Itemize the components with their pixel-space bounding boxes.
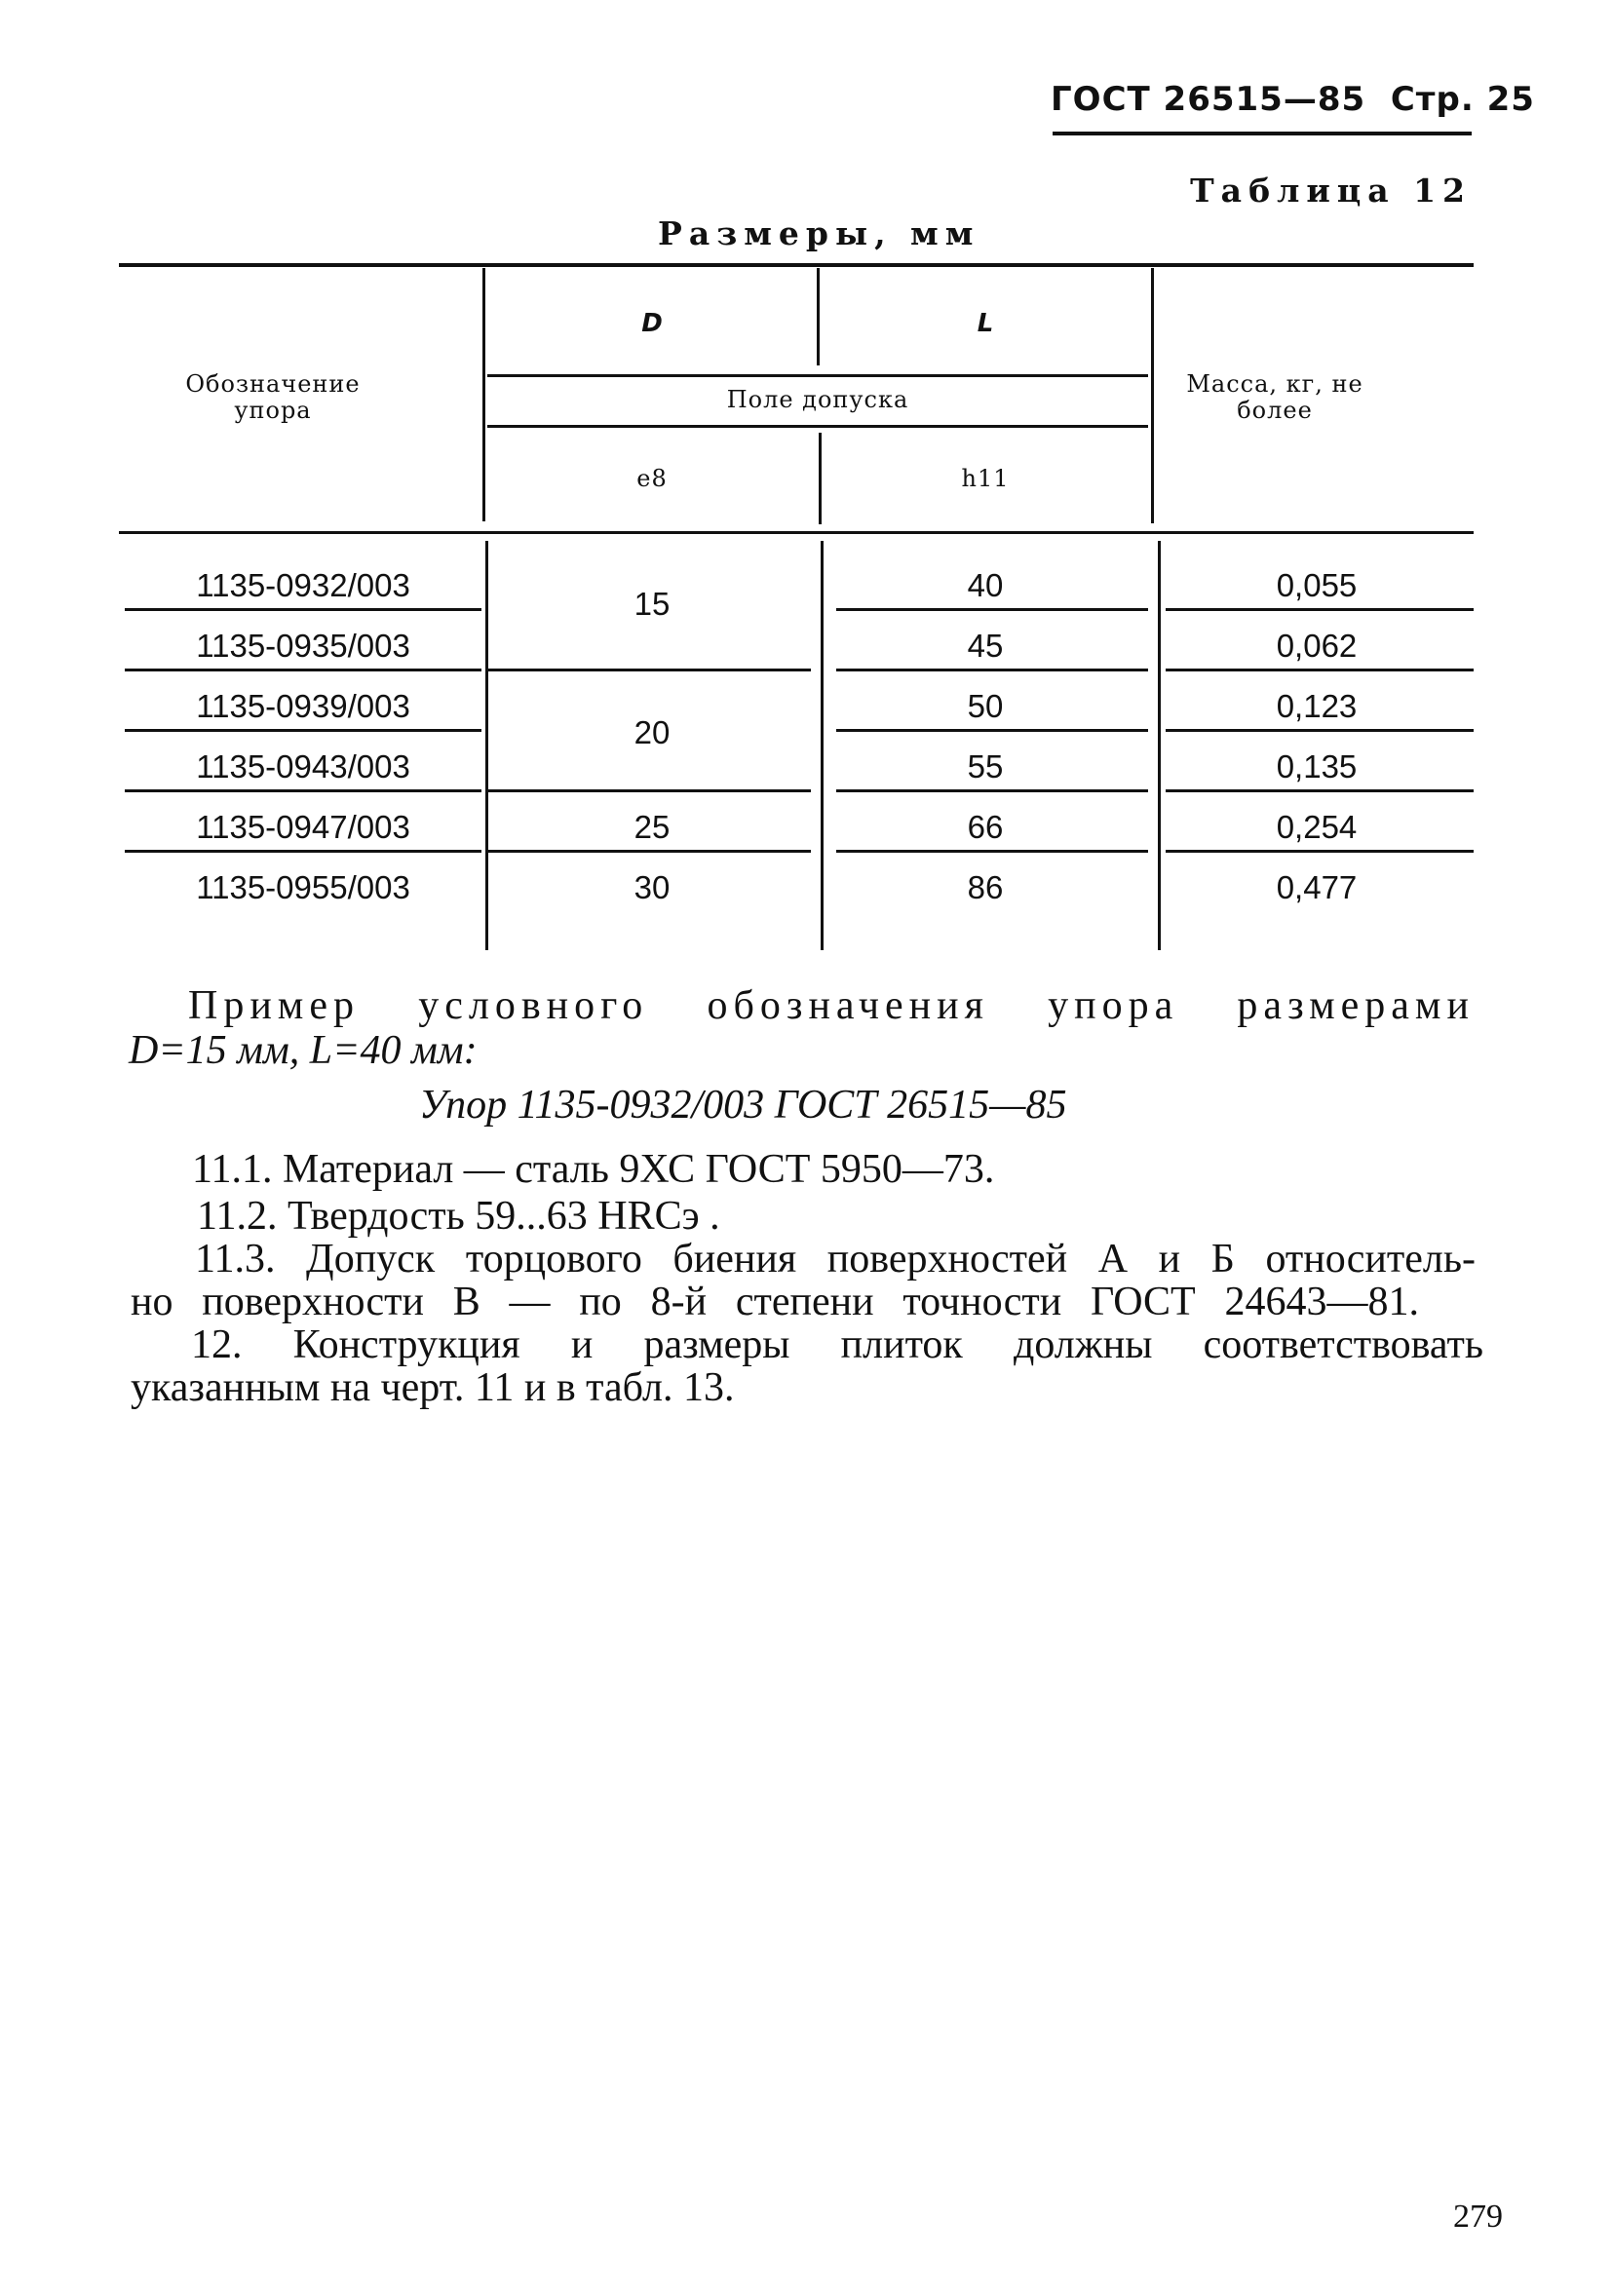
l-cell: 66 xyxy=(967,809,1004,845)
standard-number: ГОСТ 26515—85 xyxy=(1051,80,1366,119)
row-rule-2-d xyxy=(487,669,811,671)
row-rule-1-mass xyxy=(1166,608,1474,611)
paragraph-11-1: 11.1. Материал — сталь 9ХС ГОСТ 5950—73. xyxy=(192,1147,995,1192)
mass-cell: 0,477 xyxy=(1276,869,1358,905)
mass-cell: 0,055 xyxy=(1276,567,1358,603)
header-h11: h11 xyxy=(961,465,1010,492)
header-e8: e8 xyxy=(636,465,668,492)
table-top-rule xyxy=(119,263,1474,267)
row-rule-4-designation xyxy=(125,789,481,792)
paragraph-11-3-line1: 11.3. Допуск торцового биения поверхностей А и Б относитель- xyxy=(195,1237,1476,1282)
l-cell: 86 xyxy=(967,869,1004,905)
header-rule xyxy=(1053,132,1472,135)
paragraph-12-line2: указанным на черт. 11 и в табл. 13. xyxy=(131,1365,735,1410)
designation-cell: 1135-0943/003 xyxy=(196,748,410,784)
header-d: D xyxy=(641,309,663,338)
designation-cell: 1135-0947/003 xyxy=(196,809,410,845)
row-rule-1-l xyxy=(836,608,1148,611)
row-rule-3-mass xyxy=(1166,729,1474,732)
row-rule-4-l xyxy=(836,789,1148,792)
table-units: Размеры, мм xyxy=(658,214,980,252)
d-cell: 30 xyxy=(633,869,671,905)
row-rule-4-d xyxy=(487,789,811,792)
designation-cell: 1135-0939/003 xyxy=(196,688,410,724)
col-divider-1 xyxy=(482,268,485,521)
mass-cell: 0,254 xyxy=(1276,809,1358,845)
row-rule-2-designation xyxy=(125,669,481,671)
d-cell: 20 xyxy=(633,714,671,750)
row-rule-3-designation xyxy=(125,729,481,732)
page-header xyxy=(1051,80,1535,119)
table-header-bottom-rule xyxy=(119,531,1474,534)
header-rule-tolerance xyxy=(487,425,1148,428)
page-number: 279 xyxy=(1453,2199,1503,2235)
d-cell: 15 xyxy=(633,586,671,622)
row-rule-2-l xyxy=(836,669,1148,671)
header-l: L xyxy=(977,309,994,338)
l-cell: 45 xyxy=(967,628,1004,664)
example-designation: Упор 1135-0932/003 ГОСТ 26515—85 xyxy=(419,1083,1067,1128)
header-designation: Обозначение упора xyxy=(185,370,361,424)
l-cell: 40 xyxy=(967,567,1004,603)
row-rule-5-mass xyxy=(1166,850,1474,853)
example-params: D=15 мм, L=40 мм: xyxy=(129,1028,478,1073)
row-rule-3-l xyxy=(836,729,1148,732)
header-mass: Масса, кг, не более xyxy=(1186,370,1363,424)
row-rule-4-mass xyxy=(1166,789,1474,792)
mass-cell: 0,123 xyxy=(1276,688,1358,724)
row-rule-5-d xyxy=(487,850,811,853)
example-title: Пример условного обозначения упора размерами xyxy=(188,983,1475,1028)
row-rule-1-designation xyxy=(125,608,481,611)
row-rule-2-mass xyxy=(1166,669,1474,671)
designation-cell: 1135-0935/003 xyxy=(196,628,410,664)
designation-cell: 1135-0955/003 xyxy=(196,869,410,905)
designation-cell: 1135-0932/003 xyxy=(196,567,410,603)
mass-cell: 0,135 xyxy=(1276,748,1358,784)
paragraph-11-2: 11.2. Твердость 59...63 HRCэ . xyxy=(197,1194,720,1239)
page-label: Стр. 25 xyxy=(1390,80,1535,119)
paragraph-12-line1: 12. Конструкция и размеры плиток должны соответствовать xyxy=(191,1322,1483,1367)
row-rule-5-l xyxy=(836,850,1148,853)
l-cell: 50 xyxy=(967,688,1004,724)
header-rule-d-l xyxy=(487,374,1148,377)
header-tolerance: Поле допуска xyxy=(726,386,909,413)
row-rule-5-designation xyxy=(125,850,481,853)
l-cell: 55 xyxy=(967,748,1004,784)
col-divider-3 xyxy=(1151,268,1154,523)
paragraph-11-3-line2: но поверхности В — по 8-й степени точности ГОСТ 24643—81. xyxy=(131,1280,1419,1324)
table-label: Таблица 12 xyxy=(1190,172,1472,210)
mass-cell: 0,062 xyxy=(1276,628,1358,664)
d-cell: 25 xyxy=(633,809,671,845)
